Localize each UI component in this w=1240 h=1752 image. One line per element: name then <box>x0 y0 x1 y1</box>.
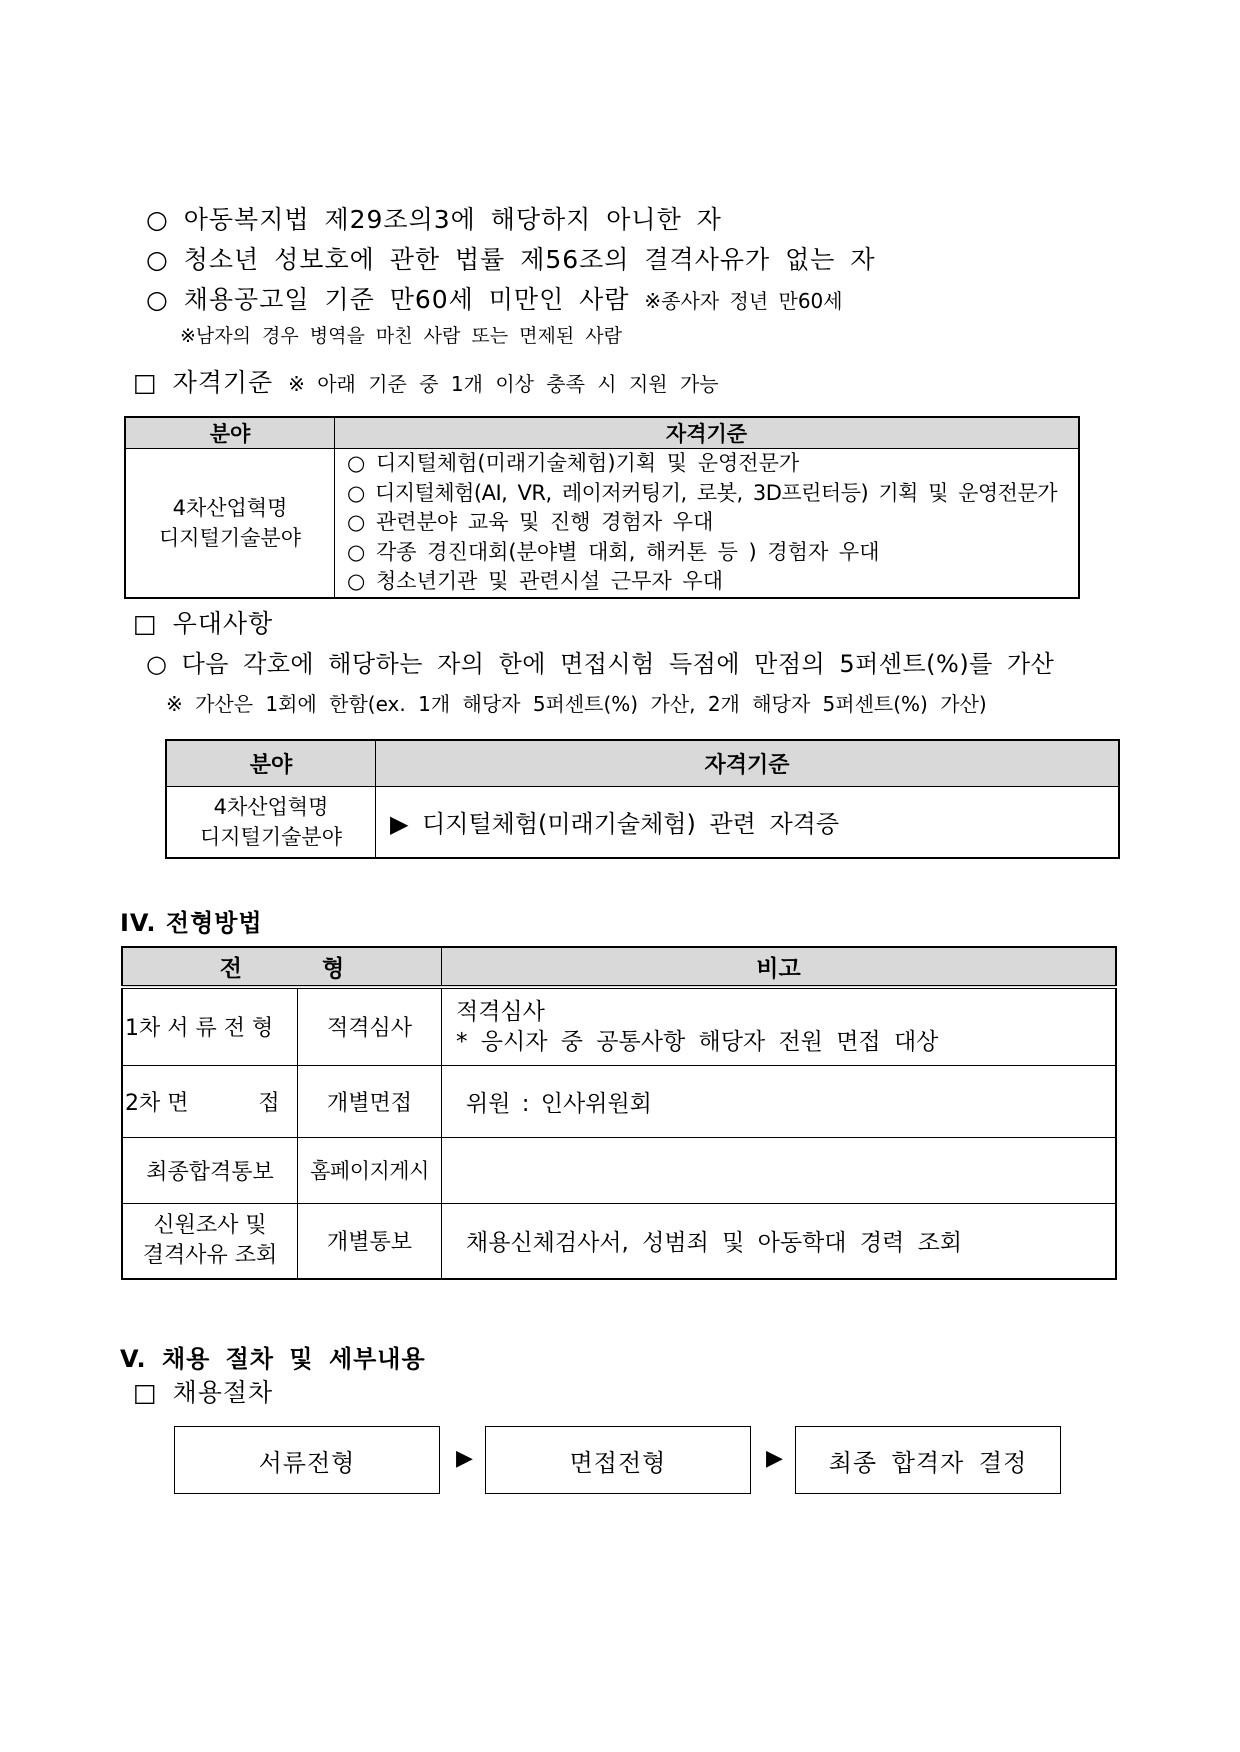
selection-row-note: 채용신체검사서, 성범죄 및 아동학대 경력 조회 <box>442 1203 1117 1279</box>
intro-line-1: ○ 아동복지법 제29조의3에 해당하지 아니한 자 <box>146 205 722 234</box>
selection-row-note-line1: 적격심사 <box>456 998 545 1025</box>
qualification-heading-box: □ 자격기준 <box>133 368 274 397</box>
qualification-table <box>124 416 1080 599</box>
selection-row-stage: 2차 면 접 <box>122 1065 298 1137</box>
qualification-criteria-item: ○ 관련분야 교육 및 진행 경험자 우대 <box>347 510 714 534</box>
selection-row-type: 개별면접 <box>298 1065 442 1137</box>
qualification-heading <box>133 366 719 400</box>
selection-row-stage: 1차 서 류 전 형 <box>122 987 298 1065</box>
qualification-criteria-item: ○ 디지털체험(미래기술체험)기획 및 운영전문가 <box>347 451 800 475</box>
selection-row-stage-line2: 결격사유 조회 <box>142 1242 278 1268</box>
selection-row-note <box>442 1137 1117 1203</box>
preference-field-line1: 4차산업혁명 <box>213 794 329 819</box>
qualification-criteria-cell <box>335 449 1080 598</box>
procedure-subheading: □ 채용절차 <box>133 1378 274 1407</box>
preference-line2: ※ 가산은 1회에 한함(ex. 1개 해당자 5퍼센트(%) 가산, 2개 해당자 5퍼센트(%) 가산) <box>166 692 987 716</box>
procedure-step-document: 서류전형 <box>174 1426 440 1494</box>
selection-row-note-line2: * 응시자 중 공통사항 해당자 전원 면접 대상 <box>456 1028 939 1055</box>
qualification-criteria-item: ○ 각종 경진대회(분야별 대회, 해커톤 등 ) 경험자 우대 <box>347 539 880 564</box>
selection-row-stage-line1: 신원조사 및 <box>153 1212 267 1238</box>
preference-field-cell <box>166 786 376 858</box>
procedure-heading: V. 채용 절차 및 세부내용 <box>120 1345 426 1373</box>
qualification-heading-note: ※ 아래 기준 중 1개 이상 충족 시 지원 가능 <box>288 372 719 396</box>
selection-row-stage: 최종합격통보 <box>122 1137 298 1203</box>
selection-heading: IV. 전형방법 <box>120 909 263 937</box>
preference-heading: □ 우대사항 <box>133 609 274 638</box>
preference-table <box>165 739 1120 859</box>
procedure-arrow-icon: ▶ <box>456 1446 473 1471</box>
preference-line1: ○ 다음 각호에 해당하는 자의 한에 면접시험 득점에 만점의 5퍼센트(%)를 가산 <box>146 650 1055 678</box>
selection-row-type: 홈페이지게시 <box>298 1137 442 1203</box>
qualification-field-line2: 디지털기술분야 <box>158 525 301 550</box>
qualification-criteria-item: ○ 청소년기관 및 관련시설 근무자 우대 <box>347 569 723 593</box>
qualification-field-cell <box>125 449 335 598</box>
qualification-col-field: 분야 <box>125 417 335 449</box>
intro-line-3-text: ○ 채용공고일 기준 만60세 미만인 사람 <box>146 285 630 314</box>
selection-col-note: 비고 <box>442 947 1117 987</box>
preference-col-field: 분야 <box>166 740 376 786</box>
procedure-step-interview: 면접전형 <box>485 1426 751 1494</box>
procedure-arrow-icon: ▶ <box>766 1446 783 1471</box>
preference-criteria-cell: ▶ 디지털체험(미래기술체험) 관련 자격증 <box>376 786 1120 858</box>
selection-row-note <box>442 987 1117 1065</box>
preference-field-line2: 디지털기술분야 <box>199 824 342 849</box>
intro-line-3-note: ※종사자 정년 만60세 <box>644 289 843 313</box>
intro-line-2: ○ 청소년 성보호에 관한 법률 제56조의 결격사유가 없는 자 <box>146 245 876 274</box>
intro-note: ※남자의 경우 병역을 마친 사람 또는 면제된 사람 <box>180 325 622 347</box>
selection-row-type: 개별통보 <box>298 1203 442 1279</box>
selection-row-type: 적격심사 <box>298 987 442 1065</box>
intro-line-3 <box>146 283 843 317</box>
selection-col-stage: 전 형 <box>122 947 442 987</box>
selection-row-stage <box>122 1203 298 1279</box>
preference-col-criteria: 자격기준 <box>376 740 1120 786</box>
qualification-field-line1: 4차산업혁명 <box>172 495 288 520</box>
qualification-criteria-item: ○ 디지털체험(AI, VR, 레이저커팅기, 로봇, 3D프린터등) 기획 및 운영전문가 <box>347 480 1058 505</box>
selection-table <box>121 946 1117 1280</box>
qualification-col-criteria: 자격기준 <box>335 417 1080 449</box>
selection-row-note: 위원 : 인사위원회 <box>442 1065 1117 1137</box>
procedure-step-final: 최종 합격자 결정 <box>795 1426 1061 1494</box>
